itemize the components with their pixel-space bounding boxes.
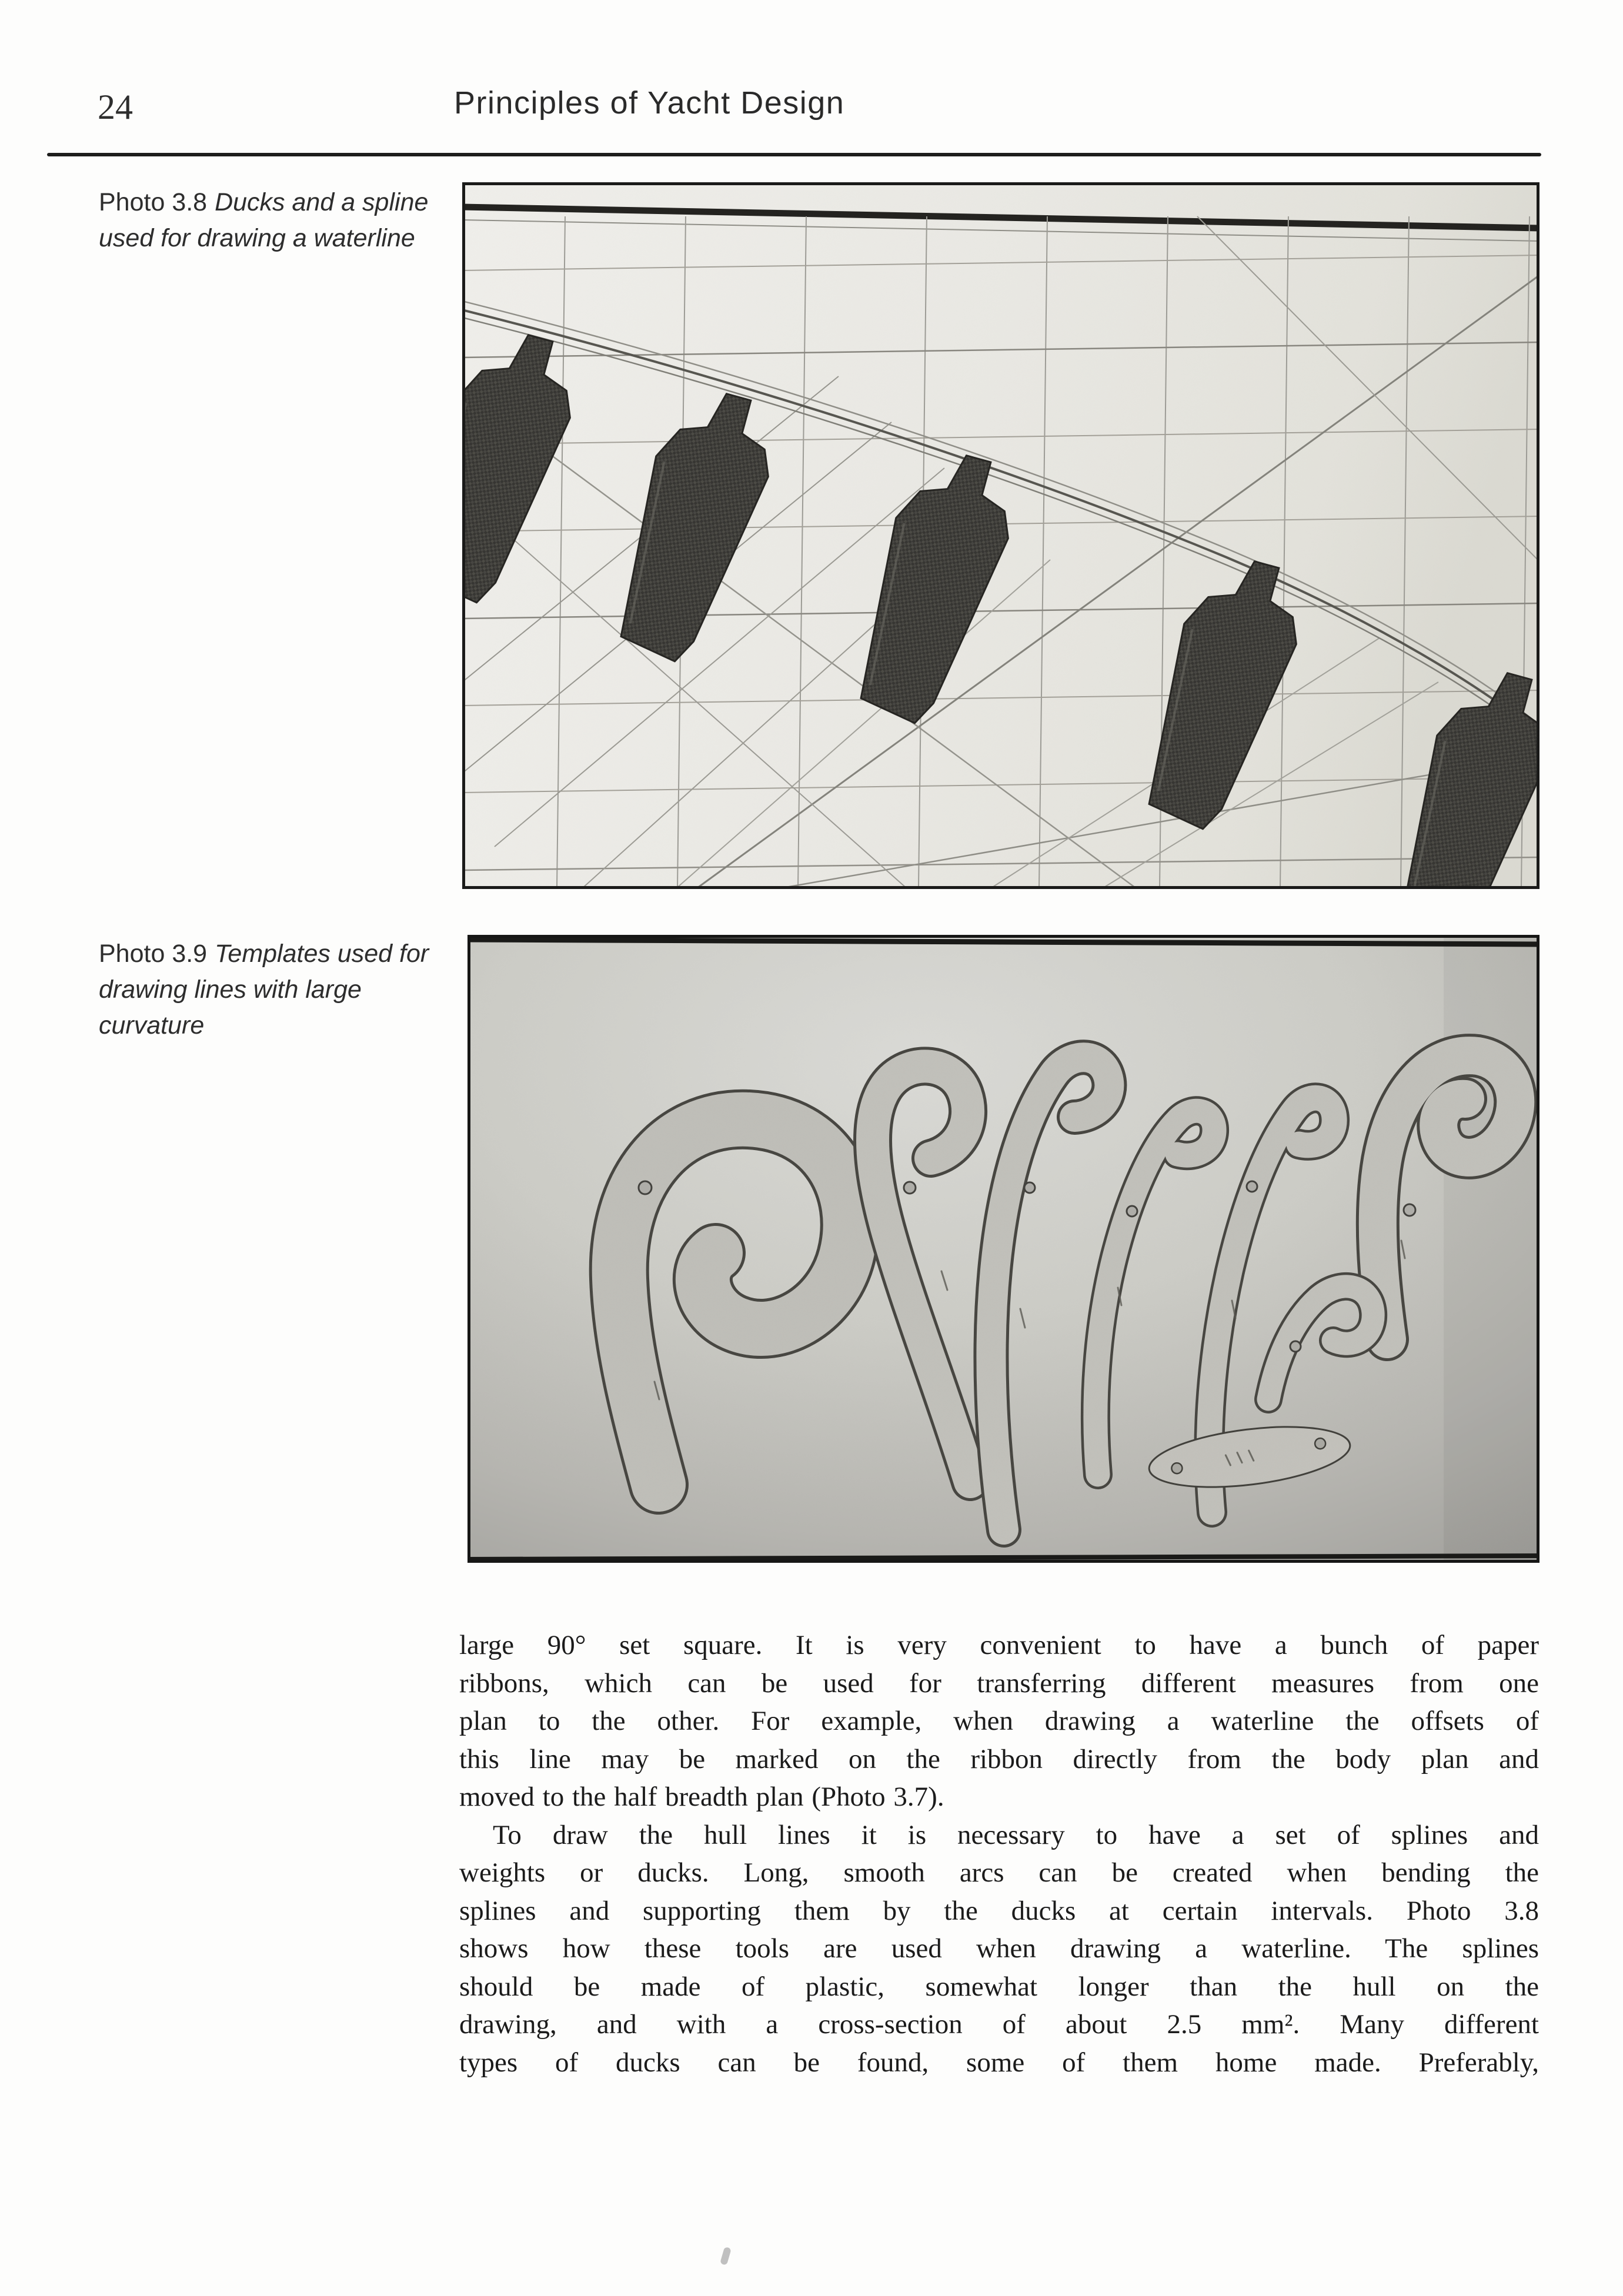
body-line: large 90° set square. It is very convenient to have a bunch of paper bbox=[459, 1630, 1539, 1660]
ducks-spline-photo-graphic bbox=[462, 182, 1539, 889]
photo-3-8 bbox=[462, 182, 1539, 889]
body-paragraph bbox=[459, 1626, 1539, 1816]
body-line: ribbons, which can be used for transferring different measures from one bbox=[459, 1667, 1539, 1699]
caption-photo-3-8 bbox=[99, 185, 452, 256]
scan-artifact-mark bbox=[720, 2247, 732, 2265]
caption-photo-3-9 bbox=[99, 936, 452, 1044]
header-rule bbox=[47, 153, 1541, 156]
body-line: To draw the hull lines it is necessary to have a set of splines and bbox=[493, 1819, 1539, 1850]
body-line: moved to the half breadth plan (Photo 3.7). bbox=[459, 1782, 944, 1812]
running-head-title: Principles of Yacht Design bbox=[454, 85, 845, 121]
photo-grain-overlay bbox=[462, 182, 1539, 889]
caption-label: Photo 3.8 bbox=[99, 188, 208, 216]
body-line: this line may be marked on the ribbon directly from the body plan and bbox=[459, 1743, 1539, 1774]
page-number: 24 bbox=[98, 88, 133, 126]
body-line: types of ducks can be found, some of them home made. Preferably, bbox=[459, 2047, 1539, 2078]
body-paragraph bbox=[459, 1816, 1539, 2082]
body-line: should be made of plastic, somewhat longer than the hull on the bbox=[459, 1971, 1539, 2002]
body-line: plan to the other. For example, when drawing a waterline the offsets of bbox=[459, 1706, 1539, 1736]
caption-italic-text: Templates used for drawing lines with large curvature bbox=[99, 940, 429, 1040]
body-line: weights or ducks. Long, smooth arcs can be created when bending the bbox=[459, 1857, 1539, 1888]
body-line: splines and supporting them by the ducks at certain intervals. Photo 3.8 bbox=[459, 1895, 1539, 1926]
caption-italic-text: Ducks and a spline used for drawing a waterline bbox=[99, 188, 429, 252]
photo-3-9 bbox=[467, 935, 1539, 1563]
body-text bbox=[459, 1626, 1539, 2081]
body-line: drawing, and with a cross-section of about 2.5 mm². Many different bbox=[459, 2009, 1539, 2040]
body-line: shows how these tools are used when drawing a waterline. The splines bbox=[459, 1933, 1539, 1964]
curve-templates-photo-graphic bbox=[467, 935, 1539, 1563]
photo-grain-overlay bbox=[467, 935, 1539, 1563]
caption-label: Photo 3.9 bbox=[99, 940, 208, 968]
